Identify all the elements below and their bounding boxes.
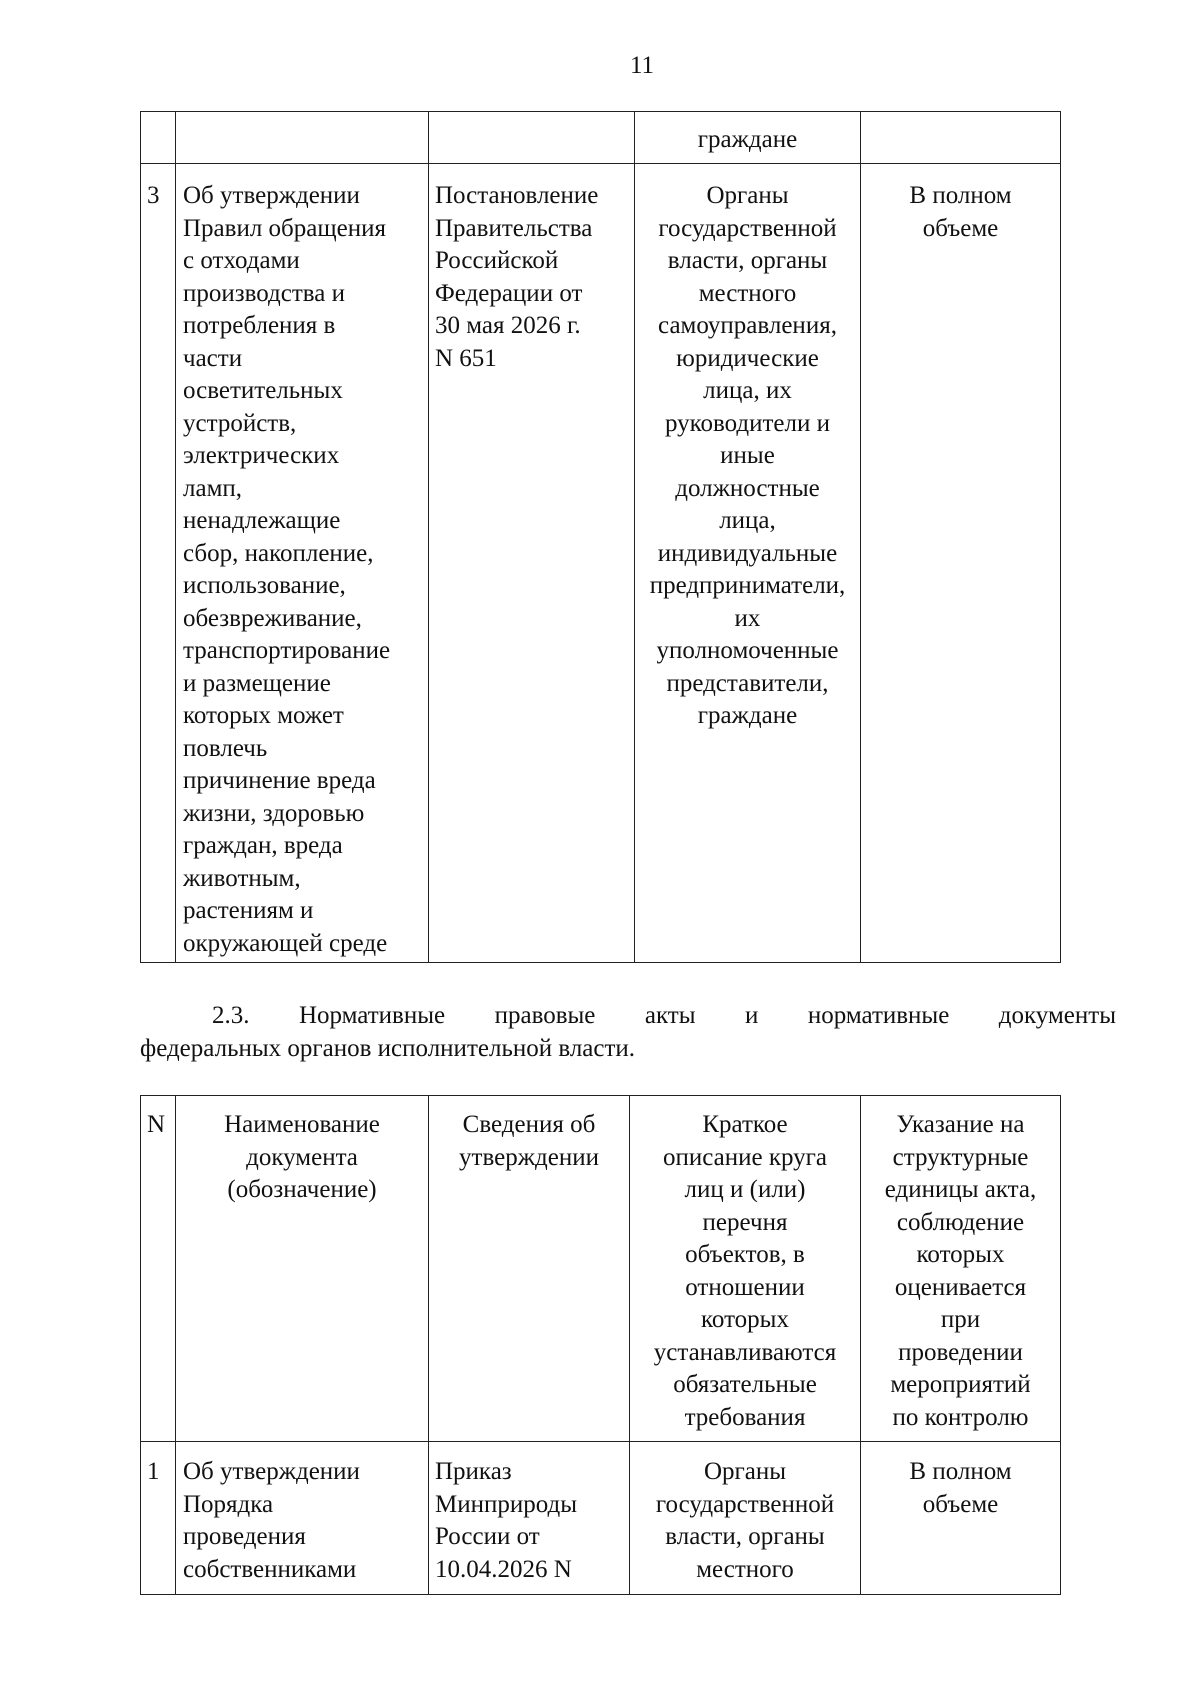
header-approval-info: Сведения об утверждении: [429, 1096, 630, 1442]
cell-scope-description: граждане: [635, 112, 861, 164]
header-document-name: Наименование документа (обозначение): [176, 1096, 429, 1442]
table-row: [141, 1442, 1061, 1595]
header-structural-units: Указание на структурные единицы акта, соблюдение которых оценивается при проведении мероприятий по контролю: [861, 1096, 1061, 1442]
table-row: [141, 112, 1061, 164]
table-header-row: [141, 1096, 1061, 1442]
header-scope-description: Краткое описание круга лиц и (или) перечня объектов, в отношении которых устанавливаются обязательные требования: [630, 1096, 861, 1442]
cell-approval-info: [429, 112, 635, 164]
table-federal-acts: [140, 1095, 1061, 1595]
cell-approval-info: Приказ Минприроды России от 10.04.2026 N: [429, 1442, 630, 1595]
table-row: [141, 164, 1061, 963]
cell-structural-units: В полном объеме: [861, 1442, 1061, 1595]
cell-structural-units: [861, 112, 1061, 164]
page-number: 11: [629, 52, 655, 79]
section-heading: [140, 999, 1116, 1065]
cell-structural-units: В полном объеме: [861, 164, 1061, 963]
cell-document-name: Об утверждении Порядка проведения собственниками: [176, 1442, 429, 1595]
cell-document-name: [176, 112, 429, 164]
cell-number: 3: [141, 164, 176, 963]
table-requirements-continued: [140, 111, 1061, 963]
cell-approval-info: Постановление Правительства Российской Федерации от 30 мая 2026 г. N 651: [429, 164, 635, 963]
section-heading-line-2: федеральных органов исполнительной власти.: [140, 1035, 636, 1062]
cell-number: [141, 112, 176, 164]
cell-scope-description: Органы государственной власти, органы местного: [630, 1442, 861, 1595]
cell-document-name: Об утверждении Правил обращения с отходами производства и потребления в части осветительных устройств, электрических ламп, ненадлежащие сбор, накопление, использование, обезвреживание, транспортирование и размещение которых может повлечь причинение вреда жизни, здоровью граждан, вреда животным, растениям и окружающей среде: [176, 164, 429, 963]
cell-number: 1: [141, 1442, 176, 1595]
cell-scope-description: Органы государственной власти, органы местного самоуправления, юридические лица, их руководители и иные должностные лица, индивидуальные предприниматели, их уполномоченные представители, граждане: [635, 164, 861, 963]
section-heading-line-1: 2.3. Нормативные правовые акты и нормативные документы: [212, 1002, 1116, 1029]
header-number: N: [141, 1096, 176, 1442]
